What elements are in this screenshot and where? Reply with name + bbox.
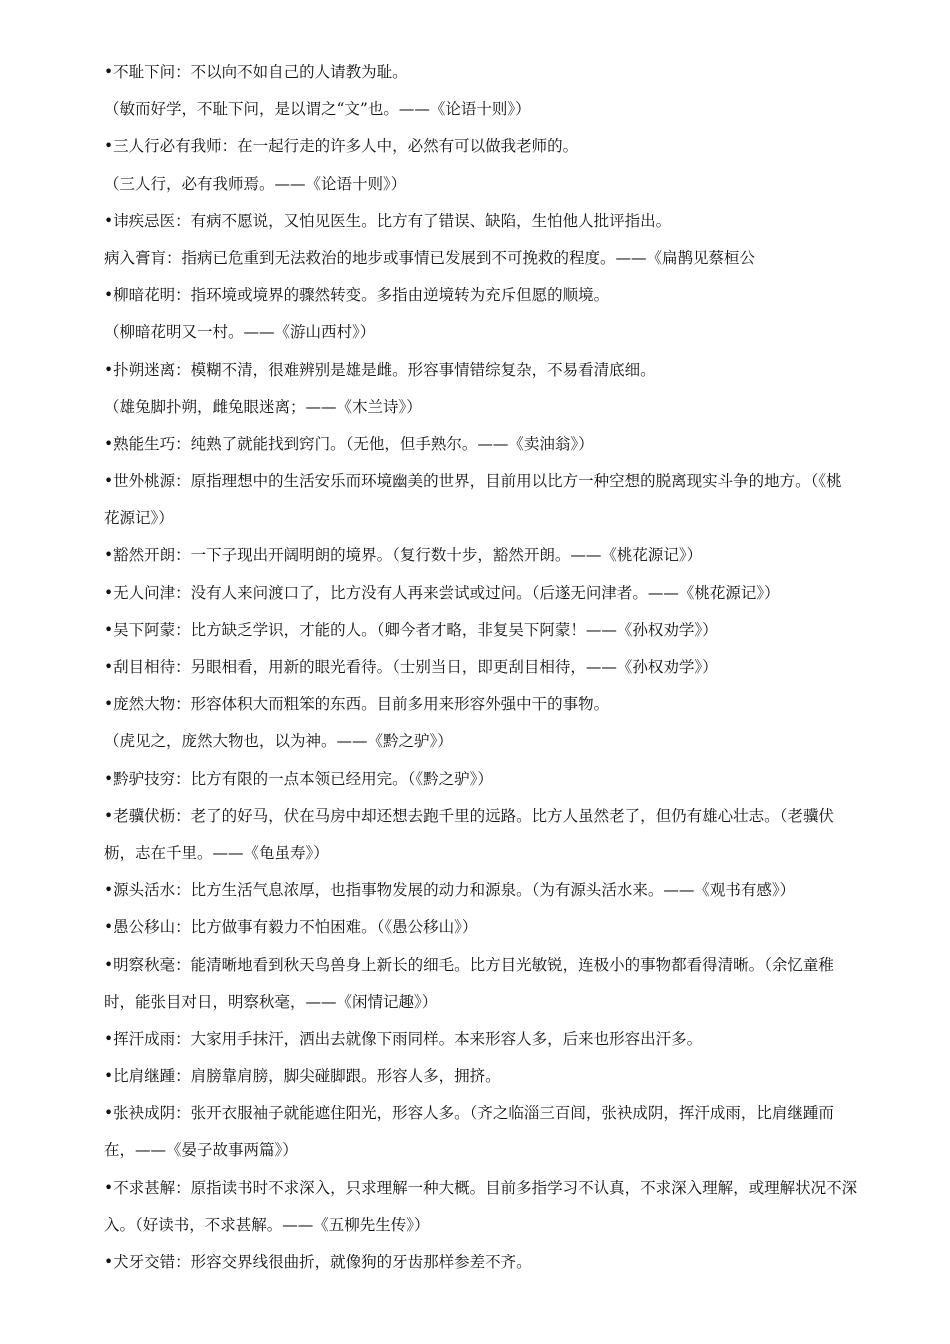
source-quote-line: （柳暗花明又一村。——《游山西村》） bbox=[104, 323, 376, 342]
source-quote-line: （雄兔脚扑朔，雌兔眼迷离；——《木兰诗》） bbox=[104, 397, 422, 416]
continuation-line: 在，——《晏子故事两篇》） bbox=[104, 1141, 298, 1160]
idiom-entry-line: •愚公移山：比方做事有毅力不怕困难。（《愚公移山》） bbox=[104, 918, 478, 937]
continuation-line: 病入膏肓：指病已危重到无法救治的地步或事情已发展到不可挽救的程度。——《扁鹊见蔡桓公 bbox=[104, 248, 756, 267]
idiom-entry-line: •明察秋毫：能清晰地看到秋天鸟兽身上新长的细毛。比方目光敏锐，连极小的事物都看得清晰。（余忆童稚 bbox=[104, 955, 834, 974]
idiom-entry-line: •庞然大物：形容体积大而粗笨的东西。目前多用来形容外强中干的事物。 bbox=[104, 695, 610, 714]
idiom-entry-line: •刮目相待：另眼相看，用新的眼光看待。（士别当日，即更刮目相待，——《孙权劝学》） bbox=[104, 658, 718, 676]
continuation-line: 时，能张目对日，明察秋毫，——《闲情记趣》） bbox=[104, 992, 438, 1011]
source-quote-line: （敏而好学，不耻下问，是以谓之“文”也。——《论语十则》） bbox=[104, 100, 531, 119]
idiom-entry-line: •挥汗成雨：大家用手抹汗，洒出去就像下雨同样。本来形容人多，后来也形容出汗多。 bbox=[104, 1029, 703, 1048]
idiom-entry-line: •源头活水：比方生活气息浓厚，也指事物发展的动力和源泉。（为有源头活水来。——《观书有感》） bbox=[104, 881, 796, 900]
idiom-entry-line: •黔驴技穷：比方有限的一点本领已经用完。（《黔之驴》） bbox=[104, 769, 493, 788]
idiom-entry-line: •张袂成阴：张开衣服袖子就能遮住阳光，形容人多。（齐之临淄三百闾，张袂成阴，挥汗成雨，比肩继踵而 bbox=[104, 1104, 834, 1123]
idiom-entry-line: •不求甚解：原指读书时不求深入，只求理解一种大概。目前多指学习不认真，不求深入理解，或理解状况不深 bbox=[104, 1178, 858, 1197]
idiom-entry-line: •犬牙交错：形容交界线很曲折，就像狗的牙齿那样参差不齐。 bbox=[104, 1253, 532, 1271]
idiom-entry-line: •三人行必有我师：在一起行走的许多人中，必然有可以做我老师的。 bbox=[104, 137, 579, 156]
source-quote-line: （虎见之，庞然大物也，以为神。——《黔之驴》） bbox=[104, 732, 453, 751]
idiom-entry-line: •吴下阿蒙：比方缺乏学识，才能的人。（卿今者才略，非复吴下阿蒙！——《孙权劝学》） bbox=[104, 620, 718, 639]
idiom-entry-line: •豁然开朗：一下子现出开阔明朗的境界。（复行数十步，豁然开朗。——《桃花源记》） bbox=[104, 546, 703, 565]
idiom-entry-line: •无人问津：没有人来问渡口了，比方没有人再来尝试或过问。（后遂无问津者。——《桃花源记》） bbox=[104, 583, 780, 602]
source-quote-line: （三人行，必有我师焉。——《论语十则》） bbox=[104, 174, 407, 193]
idiom-entry-line: •不耻下问：不以向不如自己的人请教为耻。 bbox=[104, 63, 408, 81]
continuation-line: 入。（好读书，不求甚解。——《五柳先生传》） bbox=[104, 1215, 430, 1234]
idiom-entry-line: •比肩继踵：肩膀靠肩膀，脚尖碰脚跟。形容人多，拥挤。 bbox=[104, 1067, 501, 1086]
idiom-entry-line: •熟能生巧：纯熟了就能找到窍门。（无他，但手熟尔。——《卖油翁》） bbox=[104, 434, 594, 453]
idiom-entry-line: •世外桃源：原指理想中的生活安乐而环境幽美的世界，目前用以比方一种空想的脱离现实斗争的地方。（《桃 bbox=[104, 472, 842, 491]
continuation-line: 花源记》） bbox=[104, 509, 174, 528]
idiom-entry-line: •扑朔迷离：模糊不清，很难辨别是雄是雌。形容事情错综复杂，不易看清底细。 bbox=[104, 360, 656, 379]
idiom-entry-line: •老骥伏枥：老了的好马，伏在马房中却还想去跑千里的远路。比方人虽然老了，但仍有雄心壮志。（老骥伏 bbox=[104, 806, 834, 825]
idiom-entry-line: •柳暗花明：指环境或境界的骤然转变。多指由逆境转为充斥但愿的顺境。 bbox=[104, 286, 610, 305]
continuation-line: 枥，志在千里。——《龟虽寿》） bbox=[104, 843, 329, 862]
document-body bbox=[104, 54, 930, 1281]
idiom-entry-line: •讳疾忌医：有病不愿说，又怕见医生。比方有了错误、缺陷，生怕他人批评指出。 bbox=[104, 211, 672, 230]
